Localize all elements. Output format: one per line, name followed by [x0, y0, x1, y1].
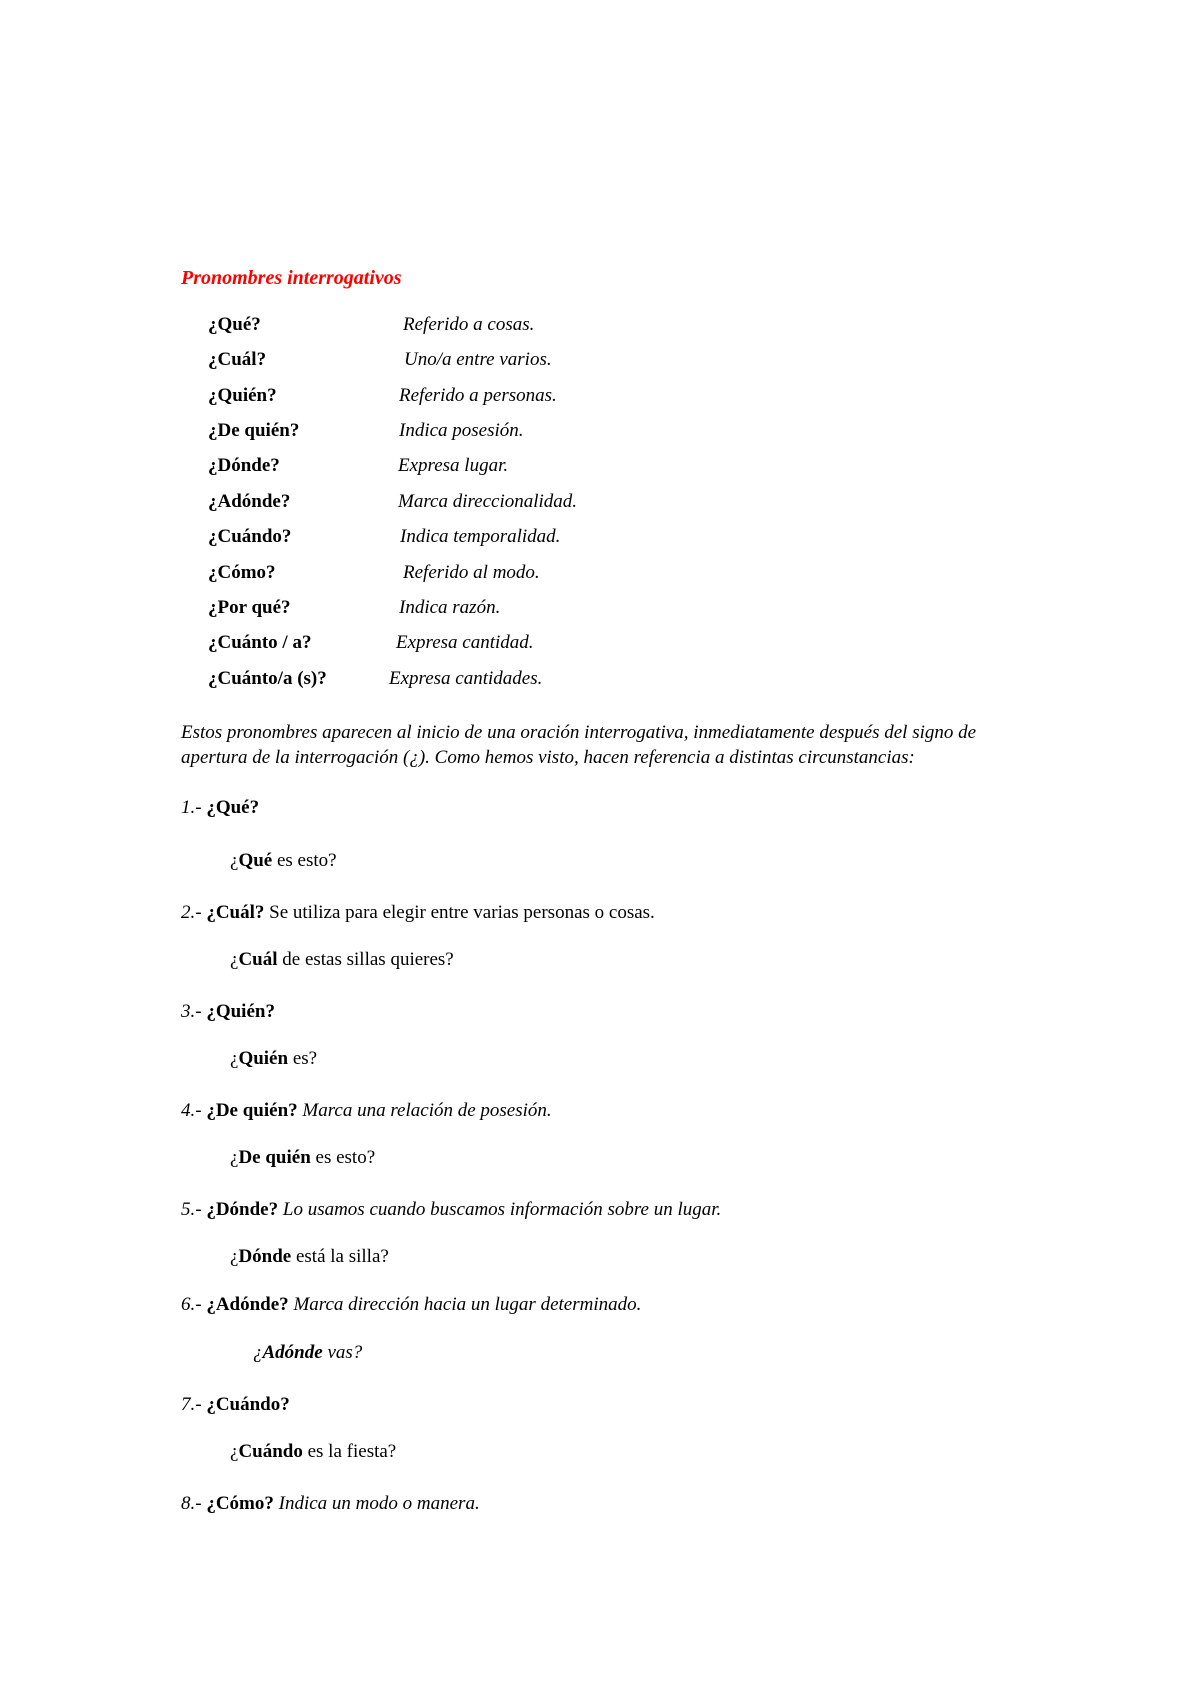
example-word: Quién — [238, 1048, 289, 1069]
item-number: 4.- — [181, 1100, 202, 1121]
definition-desc: Referido al modo. — [403, 562, 540, 583]
item-term: ¿Cómo? — [206, 1493, 274, 1514]
definition-desc: Expresa cantidades. — [389, 668, 543, 689]
example-rest: es? — [288, 1048, 318, 1069]
item-desc: Lo usamos cuando buscamos información sobre un lugar. — [278, 1199, 722, 1220]
item-number: 6.- — [181, 1294, 202, 1315]
definition-term: ¿Qué? — [208, 314, 261, 335]
example-prefix: ¿ — [230, 850, 239, 871]
item-desc: Marca dirección hacia un lugar determinado. — [288, 1294, 642, 1315]
definition-desc: Expresa cantidad. — [396, 632, 534, 653]
item-example — [230, 1441, 396, 1463]
example-prefix: ¿ — [230, 949, 239, 970]
item-example — [230, 1147, 375, 1169]
item-example — [253, 1342, 362, 1364]
item-example — [230, 850, 337, 872]
item-example — [230, 1048, 317, 1070]
item-heading — [181, 1100, 552, 1122]
definition-desc: Expresa lugar. — [398, 455, 509, 476]
item-term: ¿Dónde? — [206, 1199, 279, 1220]
definition-term: ¿Dónde? — [208, 455, 280, 476]
item-term: ¿Cuándo? — [206, 1394, 290, 1415]
item-heading — [181, 1199, 721, 1221]
item-heading — [181, 1493, 480, 1515]
definition-term: ¿Adónde? — [208, 491, 291, 512]
definition-desc: Indica posesión. — [399, 420, 524, 441]
example-rest: está la silla? — [291, 1246, 389, 1267]
example-word: Adónde — [262, 1342, 323, 1363]
item-number: 1.- — [181, 797, 202, 818]
definition-term: ¿Quién? — [208, 385, 277, 406]
item-number: 5.- — [181, 1199, 202, 1220]
definition-desc: Referido a cosas. — [403, 314, 535, 335]
item-term: ¿Qué? — [206, 797, 260, 818]
example-rest: de estas sillas quieres? — [277, 949, 454, 970]
item-desc: Marca una relación de posesión. — [297, 1100, 552, 1121]
page-title: Pronombres interrogativos — [181, 267, 402, 289]
item-heading — [181, 1001, 275, 1023]
definition-term: ¿Cómo? — [208, 562, 276, 583]
item-term: ¿Quién? — [206, 1001, 275, 1022]
item-example — [230, 1246, 389, 1268]
example-rest: es la fiesta? — [302, 1441, 397, 1462]
definition-desc: Indica temporalidad. — [400, 526, 561, 547]
item-heading — [181, 1394, 290, 1416]
item-term: ¿De quién? — [206, 1100, 298, 1121]
example-word: Qué — [238, 850, 273, 871]
example-prefix: ¿ — [230, 1048, 239, 1069]
definition-desc: Indica razón. — [399, 597, 501, 618]
item-number: 8.- — [181, 1493, 202, 1514]
item-desc: Se utiliza para elegir entre varias personas o cosas. — [264, 902, 655, 923]
example-word: Cuándo — [238, 1441, 303, 1462]
example-prefix: ¿ — [230, 1441, 239, 1462]
definition-term: ¿Cuánto/a (s)? — [208, 668, 327, 689]
item-heading — [181, 797, 259, 819]
definition-term: ¿Cuánto / a? — [208, 632, 312, 653]
example-rest: vas? — [322, 1342, 363, 1363]
definition-desc: Marca direccionalidad. — [398, 491, 578, 512]
definition-term: ¿Cuál? — [208, 349, 267, 370]
definition-desc: Uno/a entre varios. — [404, 349, 552, 370]
example-prefix: ¿ — [253, 1342, 263, 1363]
example-rest: es esto? — [272, 850, 337, 871]
example-word: Dónde — [238, 1246, 292, 1267]
example-rest: es esto? — [310, 1147, 376, 1168]
example-prefix: ¿ — [230, 1147, 239, 1168]
intro-paragraph: Estos pronombres aparecen al inicio de una oración interrogativa, inmediatamente después del signo de apertura de la interrogación (¿). Como hemos visto, hacen referencia a distintas circunstancias: — [181, 722, 977, 768]
item-term: ¿Cuál? — [206, 902, 265, 923]
definition-desc: Referido a personas. — [399, 385, 557, 406]
definition-term: ¿Cuándo? — [208, 526, 292, 547]
example-word: De quién — [238, 1147, 311, 1168]
item-desc: Indica un modo o manera. — [273, 1493, 480, 1514]
item-heading — [181, 1294, 641, 1316]
item-number: 7.- — [181, 1394, 202, 1415]
item-number: 3.- — [181, 1001, 202, 1022]
item-number: 2.- — [181, 902, 202, 923]
item-example — [230, 949, 454, 971]
example-prefix: ¿ — [230, 1246, 239, 1267]
example-word: Cuál — [238, 949, 278, 970]
definition-term: ¿Por qué? — [208, 597, 291, 618]
item-term: ¿Adónde? — [206, 1294, 289, 1315]
definition-term: ¿De quién? — [208, 420, 300, 441]
item-heading — [181, 902, 655, 924]
